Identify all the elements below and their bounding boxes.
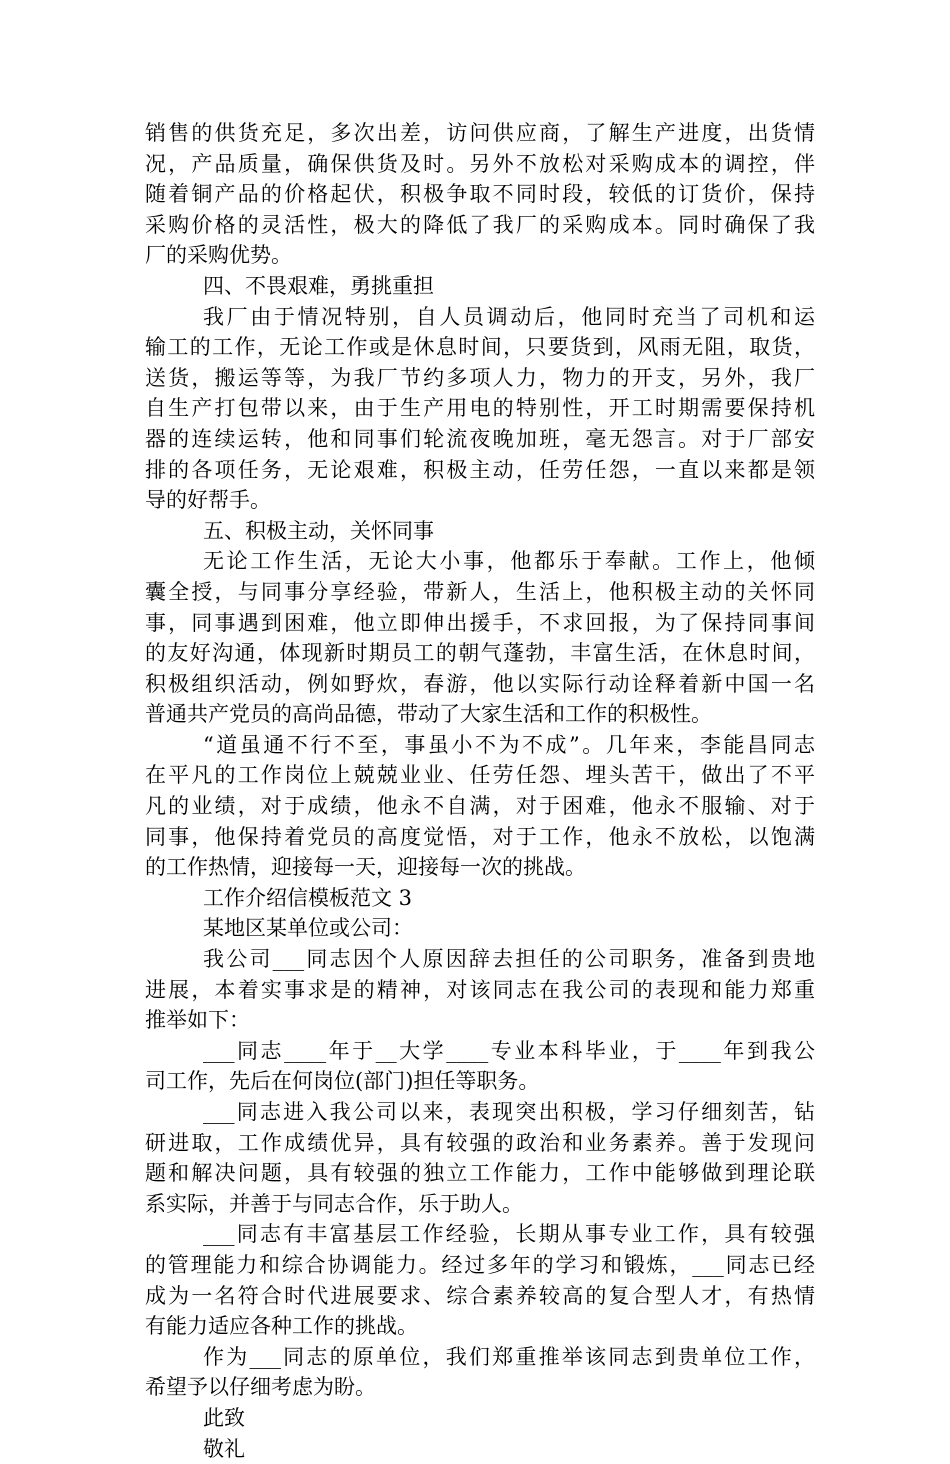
text-line: ___同志进入我公司以来，表现突出积极，学习仔细刻苦，钻 — [203, 1100, 815, 1124]
text-line: 成为一名符合时代进展要求、综合素养较高的复合型人才，有热情 — [145, 1283, 815, 1308]
text-line: 我公司___同志因个人原因辞去担任的公司职务，准备到贵地 — [203, 947, 815, 972]
text-line: “道虽通不行不至，事虽小不为不成”。几年来，李能昌同志 — [203, 732, 815, 757]
document-body — [145, 118, 815, 1464]
text-line: 输工的工作，无论工作或是休息时间，只要货到，风雨无阻，取货， — [145, 335, 815, 360]
text-line: 凡的业绩，对于成绩，他永不自满，对于困难，他永不服输、对于 — [145, 794, 815, 819]
text-line: 同事，他保持着党员的高度觉悟，对于工作，他永不放松，以饱满 — [145, 824, 815, 849]
text-line: 况，产品质量，确保供货及时。另外不放松对采购成本的调控，伴 — [145, 151, 815, 176]
text-line: 采购价格的灵活性，极大的降低了我厂的采购成本。同时确保了我 — [145, 212, 815, 237]
text-line: ___同志____年于__大学____专业本科毕业，于____年到我公 — [203, 1038, 815, 1063]
text-line: 在平凡的工作岗位上兢兢业业、任劳任怨、埋头苦干，做出了不平 — [145, 763, 815, 788]
text-line: 某地区某单位或公司： — [203, 916, 413, 941]
text-line: 的友好沟通，体现新时期员工的朝气蓬勃，丰富生活，在休息时间， — [145, 641, 815, 666]
text-line: 四、不畏艰难，勇挑重担 — [203, 273, 434, 298]
text-line: 题和解决问题，具有较强的独立工作能力，工作中能够做到理论联 — [145, 1161, 815, 1186]
text-line: 有能力适应各种工作的挑战。 — [145, 1314, 418, 1339]
text-line: 作为___同志的原单位，我们郑重推举该同志到贵单位工作， — [203, 1344, 815, 1369]
text-line: 囊全授，与同事分享经验，带新人，生活上，他积极主动的关怀同 — [145, 579, 815, 604]
text-line: 随着铜产品的价格起伏，积极争取不同时段，较低的订货价，保持 — [145, 182, 815, 207]
text-line: 敬礼 — [203, 1436, 245, 1461]
text-line: 推举如下： — [145, 1008, 250, 1033]
text-line: 司工作，先后在何岗位(部门)担任等职务。 — [145, 1069, 540, 1094]
text-line: 无论工作生活，无论大小事，他都乐于奉献。工作上，他倾 — [203, 549, 815, 574]
text-line: 研进取，工作成绩优异，具有较强的政治和业务素养。善于发现问 — [145, 1130, 815, 1155]
text-line: 工作介绍信模板范文 3 — [203, 885, 413, 910]
text-line: 五、积极主动，关怀同事 — [203, 518, 434, 543]
text-line: 积极组织活动，例如野炊，春游，他以实际行动诠释着新中国一名 — [145, 671, 815, 696]
text-line: 排的各项任务，无论艰难，积极主动，任劳任怨，一直以来都是领 — [145, 457, 815, 482]
text-line: 销售的供货充足，多次出差，访问供应商，了解生产进度，出货情 — [145, 121, 815, 145]
text-line: 送货，搬运等等，为我厂节约多项人力，物力的开支，另外，我厂 — [145, 365, 815, 390]
text-line: 希望予以仔细考虑为盼。 — [145, 1375, 376, 1400]
text-line: 此致 — [203, 1405, 245, 1430]
text-line: 事，同事遇到困难，他立即伸出援手，不求回报，为了保持同事间 — [145, 610, 815, 635]
text-line: ___同志有丰富基层工作经验，长期从事专业工作，具有较强 — [203, 1222, 815, 1247]
text-line: 导的好帮手。 — [145, 488, 271, 513]
text-line: 普通共产党员的高尚品德，带动了大家生活和工作的积极性。 — [145, 702, 712, 727]
text-line: 系实际，并善于与同志合作，乐于助人。 — [145, 1191, 523, 1216]
text-line: 器的连续运转，他和同事们轮流夜晚加班，毫无怨言。对于厂部安 — [145, 426, 815, 451]
text-line: 厂的采购优势。 — [145, 243, 292, 268]
text-line: 我厂由于情况特别，自人员调动后，他同时充当了司机和运 — [203, 304, 815, 329]
text-line: 自生产打包带以来，由于生产用电的特别性，开工时期需要保持机 — [145, 396, 815, 421]
text-line: 进展，本着实事求是的精神，对该同志在我公司的表现和能力郑重 — [145, 977, 815, 1002]
text-line: 的工作热情，迎接每一天，迎接每一次的挑战。 — [145, 855, 586, 880]
text-line: 的管理能力和综合协调能力。经过多年的学习和锻炼，___同志已经 — [145, 1252, 815, 1277]
